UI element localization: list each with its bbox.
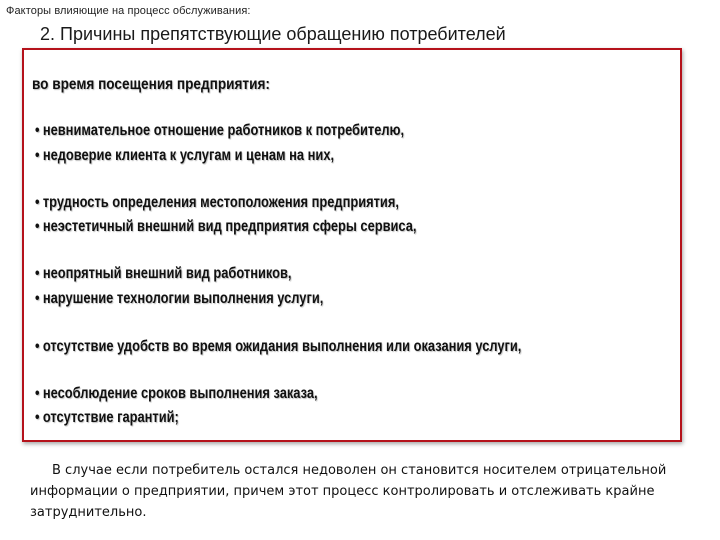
bullet-icon: •: [35, 290, 40, 307]
reason-item: • невнимательное отношение работников к потребителю,: [35, 122, 405, 139]
reason-item: • трудность определения местоположения предприятия,: [35, 194, 399, 211]
page-caption: Факторы влияющие на процесс обслуживания:: [6, 5, 251, 17]
reason-item: • несоблюдение сроков выполнения заказа,: [35, 385, 318, 402]
bullet-icon: •: [35, 147, 40, 164]
bullet-icon: •: [35, 338, 40, 355]
bullet-icon: •: [35, 265, 40, 282]
reason-item: • неэстетичный внешний вид предприятия сферы сервиса,: [35, 218, 417, 235]
reason-item: • отсутствие гарантий;: [35, 409, 179, 426]
reason-item: • неопрятный внешний вид работников,: [35, 265, 292, 282]
page-subtitle: 2. Причины препятствующие обращению потребителей: [40, 24, 506, 44]
reasons-heading: во время посещения предприятия:: [32, 76, 270, 93]
reason-item: • недоверие клиента к услугам и ценам на них,: [35, 147, 335, 164]
bullet-icon: •: [35, 218, 40, 235]
bullet-icon: •: [35, 409, 40, 426]
footer-paragraph: В случае если потребитель остался недоволен он становится носителем отрицательной информации о предприятии, причем этот процесс контролировать и отслеживать крайне затруднительно.: [30, 463, 667, 520]
bullet-icon: •: [35, 385, 40, 402]
reasons-box: [22, 48, 682, 442]
reason-item: • нарушение технологии выполнения услуги,: [35, 290, 324, 307]
reason-item: • отсутствие удобств во время ожидания выполнения или оказания услуги,: [35, 338, 522, 355]
bullet-icon: •: [35, 194, 40, 211]
bullet-icon: •: [35, 122, 40, 139]
